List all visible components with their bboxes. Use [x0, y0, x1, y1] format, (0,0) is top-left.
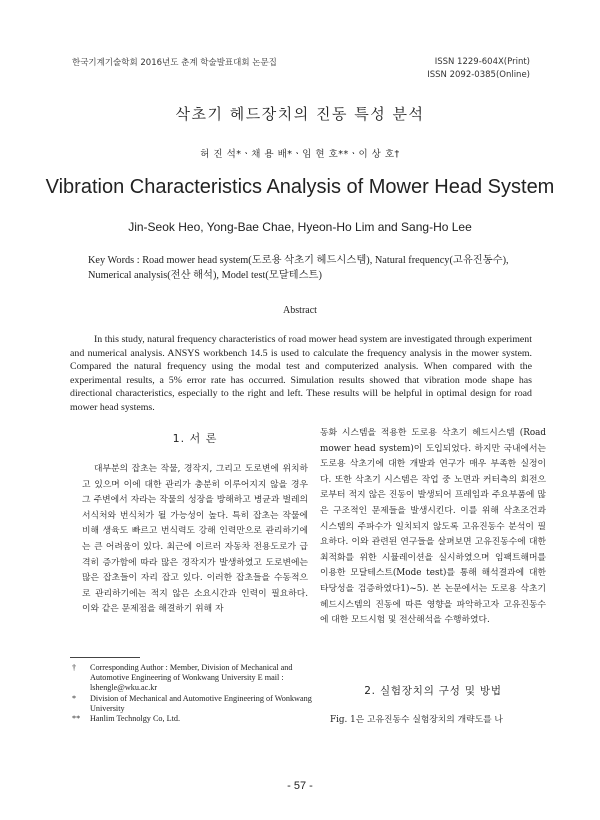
section2-heading: 2. 실험장치의 구성 및 방법 — [364, 685, 502, 697]
page-number: - 57 - — [287, 780, 313, 792]
footnote-text: Hanlim Technolgy Co, Ltd. — [90, 714, 181, 724]
journal-header: 한국기계기술학회 2016년도 춘계 학술발표대회 논문집 — [72, 58, 277, 68]
abstract-text: In this study, natural frequency characteristics of road mower head system are investigated through experiment and numerical analysis. ANSYS workbench 14.5 is used to calculate the frequency analysis in the mower system. Compared the natural frequency using the modal test and computerized analysis. When compared with the experimental results, a 5% error rate has occurred. Simulation results showed that vibration mode shape has directional characteristics, especially to the right and left. These results will be helpful in optimal design for road mower head systems. — [70, 334, 532, 413]
issn-block — [427, 56, 530, 82]
footnote-rule — [70, 657, 140, 658]
footnote-mark: † — [72, 663, 77, 672]
footnotes — [72, 663, 312, 724]
issn-online: ISSN 2092-0385(Online) — [427, 70, 530, 80]
keywords-label: Key Words : — [88, 255, 143, 266]
footnote-item — [72, 663, 312, 694]
footnote-item — [72, 714, 312, 724]
footnote-text: Corresponding Author : Member, Division of Mechanical and Automotive Engineering of Wonkwang University E mail : lshengle@wku.ac.kr — [90, 663, 293, 693]
keywords-text: Road mower head system(도로용 삭초기 헤드시스템), Natural frequency(고유진동수), Numerical analysis(전산 해석), Model test(모달테스트) — [88, 255, 509, 281]
footnote-mark: * — [72, 693, 77, 703]
section1-right-paragraph: 동화 시스템을 적용한 도로용 삭초기 헤드시스템 (Road mower head system)이 도입되었다. 하지만 국내에서는 도로용 삭초기에 대한 개발과 연구가 매우 부족한 실정이다. 또한 삭초기 시스템은 작업 중 노면과 커터측의 회전으로부터 적지 않은 진동이 발생되어 프레임과 주요부품에 많은 구조적인 문제들을 발생시킨다. 이를 위해 삭초조건과 시스템의 주파수가 일치되지 않도록 고유진동수 분석이 필요하다. 이와 관련된 연구들을 살펴보면 고유진동수에 대한 최적화를 위한 시뮬레이션을 실시하였으며 임팩트해머를 이용한 모달테스트(Mode test)를 통해 해석결과에 대한 타당성을 검증하였다1)~5). 본 논문에서는 도로용 삭초기 헤드시스템의 진동에 따른 영향을 파악하고자 고유진동수에 대한 모드시험 및 전산해석을 수행하였다. — [320, 428, 546, 626]
section1-left-paragraph: 대부분의 잡초는 작물, 경작지, 그리고 도로변에 위치하고 있으며 이에 대한 관리가 충분히 이루어지지 않을 경우 그 주변에서 자라는 작물의 성장을 방해하고 병균과 벌레의 서식처와 번식처가 될 가능성이 높다. 특히 잡초는 작물에 비해 생육도 빠르고 번식력도 강해 인력만으로 관리하기에는 큰 어려움이 있다. 최근에 이르러 자동차 전용도로가 급격히 증가함에 따라 많은 경작지가 발생하였고 도로변에는 많은 잡초들이 자리 잡고 있다. 이러한 잡초들을 수동적으로 관리하기에는 적지 않은 소요시간과 인력이 필요하다. 이와 같은 문제점을 해결하기 위해 자 — [82, 464, 308, 615]
title-korean: 삭초기 헤드장치의 진동 특성 분석 — [175, 105, 425, 123]
authors-english: Jin-Seok Heo, Yong-Bae Chae, Hyeon-Ho Lim and Sang-Ho Lee — [128, 220, 472, 234]
footnote-item — [72, 694, 312, 714]
title-english: Vibration Characteristics Analysis of Mower Head System — [45, 176, 555, 198]
section2-paragraph: Fig. 1은 고유진동수 실험장치의 개략도를 나 — [330, 715, 503, 725]
keywords — [88, 253, 528, 283]
footnote-text: Division of Mechanical and Automotive Engineering of Wonkwang University — [90, 693, 312, 713]
section1-heading: 1. 서 론 — [172, 432, 218, 445]
footnote-mark: ** — [72, 714, 81, 724]
authors-korean: 허 진 석*ㆍ채 용 배*ㆍ임 현 호**ㆍ이 상 호† — [200, 149, 400, 160]
abstract-heading: Abstract — [283, 305, 317, 316]
issn-print: ISSN 1229-604X(Print) — [434, 57, 530, 67]
